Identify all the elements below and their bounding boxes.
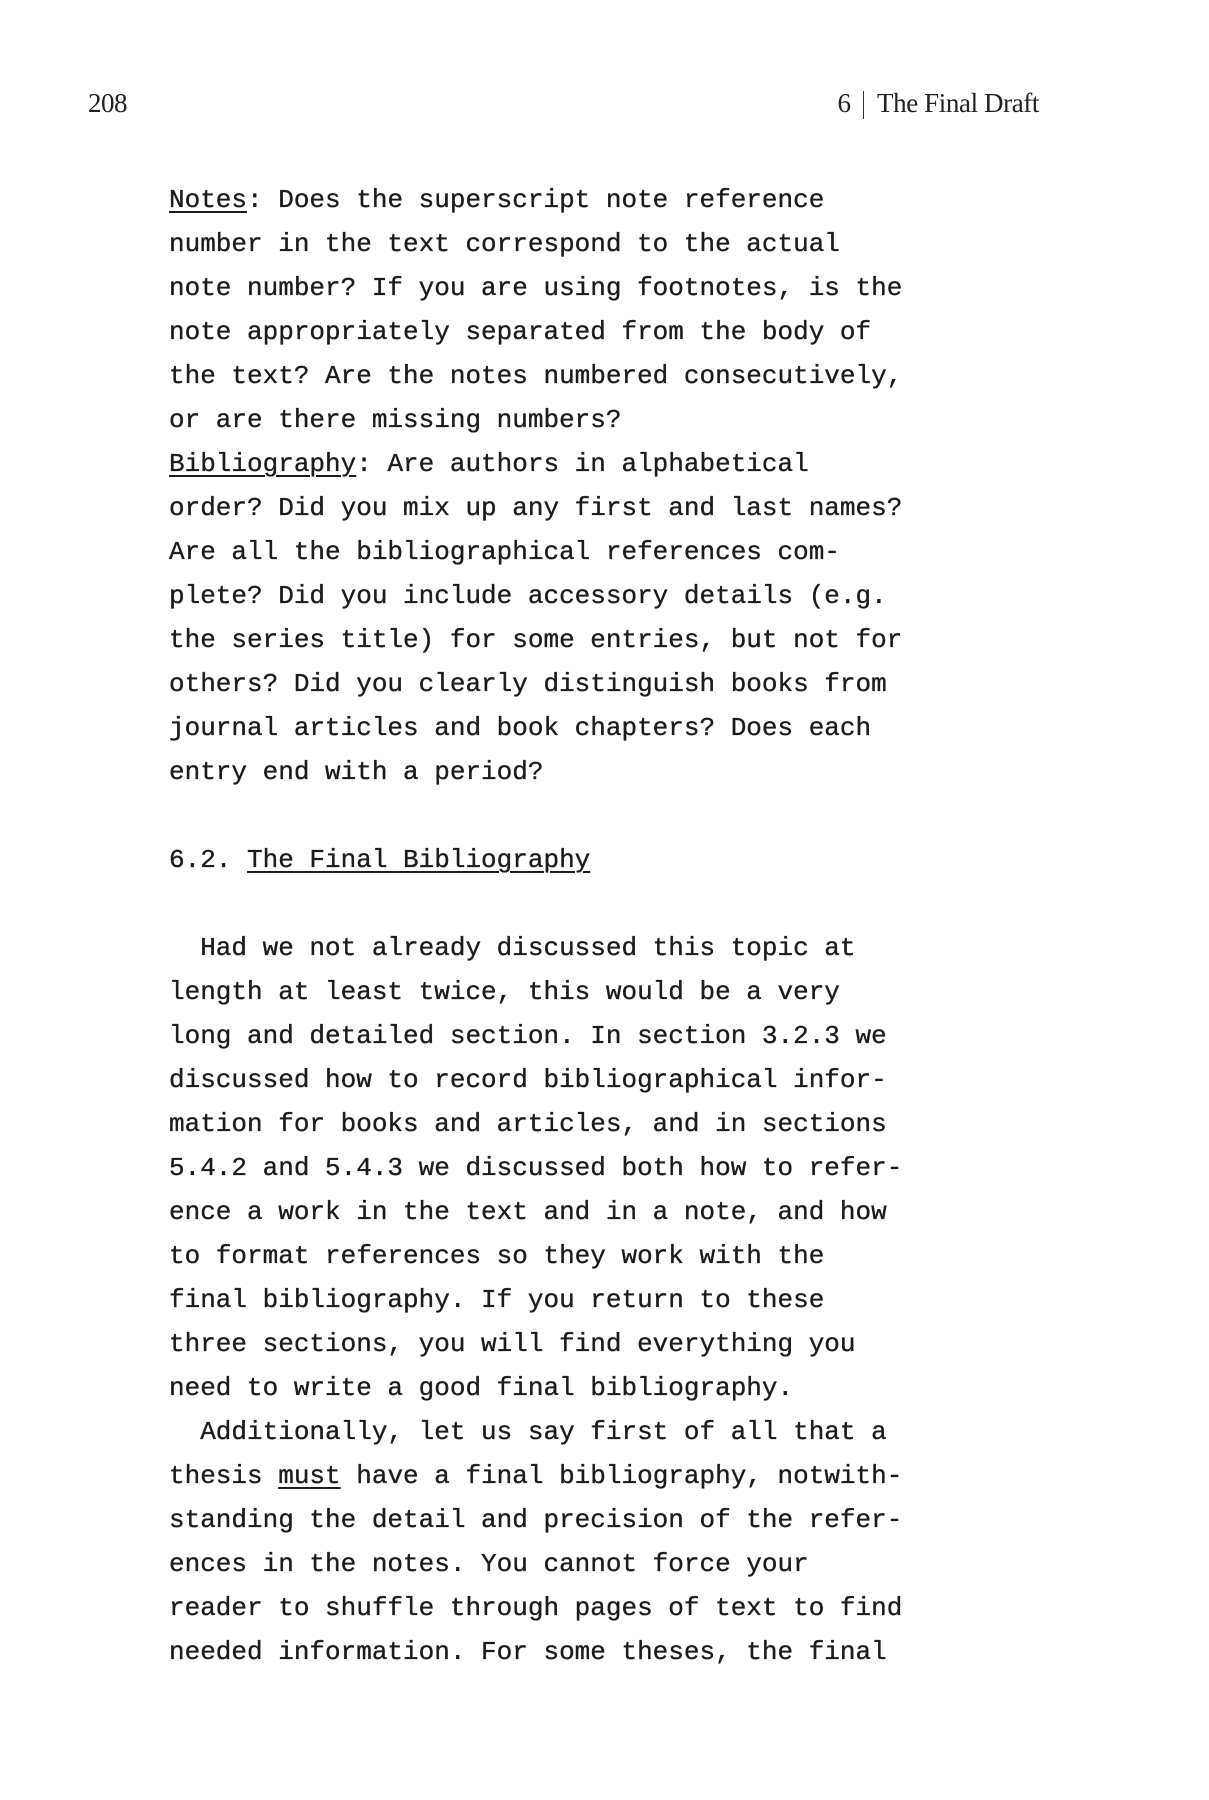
notes-label: Notes xyxy=(169,185,248,215)
text-line: order? Did you mix up any first and last names? xyxy=(169,493,903,523)
text-line: journal articles and book chapters? Does each xyxy=(169,713,872,743)
text-line: thesis must have a final bibliography, notwith- xyxy=(169,1461,903,1491)
text-line: note appropriately separated from the body of xyxy=(169,317,872,347)
text-line: others? Did you clearly distinguish books from xyxy=(169,669,887,699)
text-line: plete? Did you include accessory details (e.g. xyxy=(169,581,887,611)
text-line: need to write a good final bibliography. xyxy=(169,1373,794,1403)
text-line: length at least twice, this would be a very xyxy=(169,977,840,1007)
text-line: entry end with a period? xyxy=(169,757,544,787)
chapter-number: 6 xyxy=(837,88,852,118)
text-line: final bibliography. If you return to these xyxy=(169,1285,825,1315)
text-line: the series title) for some entries, but not for xyxy=(169,625,903,655)
page-body xyxy=(169,178,969,1674)
chapter-header xyxy=(838,88,1039,119)
text-line: Bibliography: Are authors in alphabetical xyxy=(169,449,809,479)
page-number: 208 xyxy=(88,88,127,118)
spacer xyxy=(169,794,969,838)
text-line: Additionally, let us say first of all that a xyxy=(169,1417,887,1447)
text-line: discussed how to record bibliographical infor- xyxy=(169,1065,887,1095)
chapter-title: The Final Draft xyxy=(877,88,1039,118)
text-line: needed information. For some theses, the final xyxy=(169,1637,887,1667)
text-line: 5.4.2 and 5.4.3 we discussed both how to refer- xyxy=(169,1153,903,1183)
spacer xyxy=(169,882,969,926)
running-header xyxy=(0,88,1209,128)
section-number: 6.2. xyxy=(169,845,248,875)
text-line: Had we not already discussed this topic at xyxy=(169,933,856,963)
text-line: standing the detail and precision of the refer- xyxy=(169,1505,903,1535)
text-line: mation for books and articles, and in sections xyxy=(169,1109,887,1139)
text-line: Are all the bibliographical references com- xyxy=(169,537,840,567)
text-line: reader to shuffle through pages of text to find xyxy=(169,1593,903,1623)
text-line: three sections, you will find everything you xyxy=(169,1329,856,1359)
section-heading xyxy=(169,838,969,882)
text-line: to format references so they work with the xyxy=(169,1241,825,1271)
header-divider xyxy=(863,91,864,119)
text-line: note number? If you are using footnotes, is the xyxy=(169,273,903,303)
notes-checklist-item xyxy=(169,178,969,442)
emphasis-must: must xyxy=(278,1461,341,1491)
section-title: The Final Bibliography xyxy=(247,845,591,875)
text-line: number in the text correspond to the actual xyxy=(169,229,840,259)
bibliography-label: Bibliography xyxy=(169,449,357,479)
text-line: long and detailed section. In section 3.2.3 we xyxy=(169,1021,887,1051)
text-line: ence a work in the text and in a note, and how xyxy=(169,1197,887,1227)
text-line: the text? Are the notes numbered consecutively, xyxy=(169,361,903,391)
paragraph xyxy=(169,926,969,1410)
paragraph xyxy=(169,1410,969,1674)
text-line: ences in the notes. You cannot force your xyxy=(169,1549,809,1579)
bibliography-checklist-item xyxy=(169,442,969,794)
text-line: Notes: Does the superscript note reference xyxy=(169,185,825,215)
text-line: or are there missing numbers? xyxy=(169,405,622,435)
